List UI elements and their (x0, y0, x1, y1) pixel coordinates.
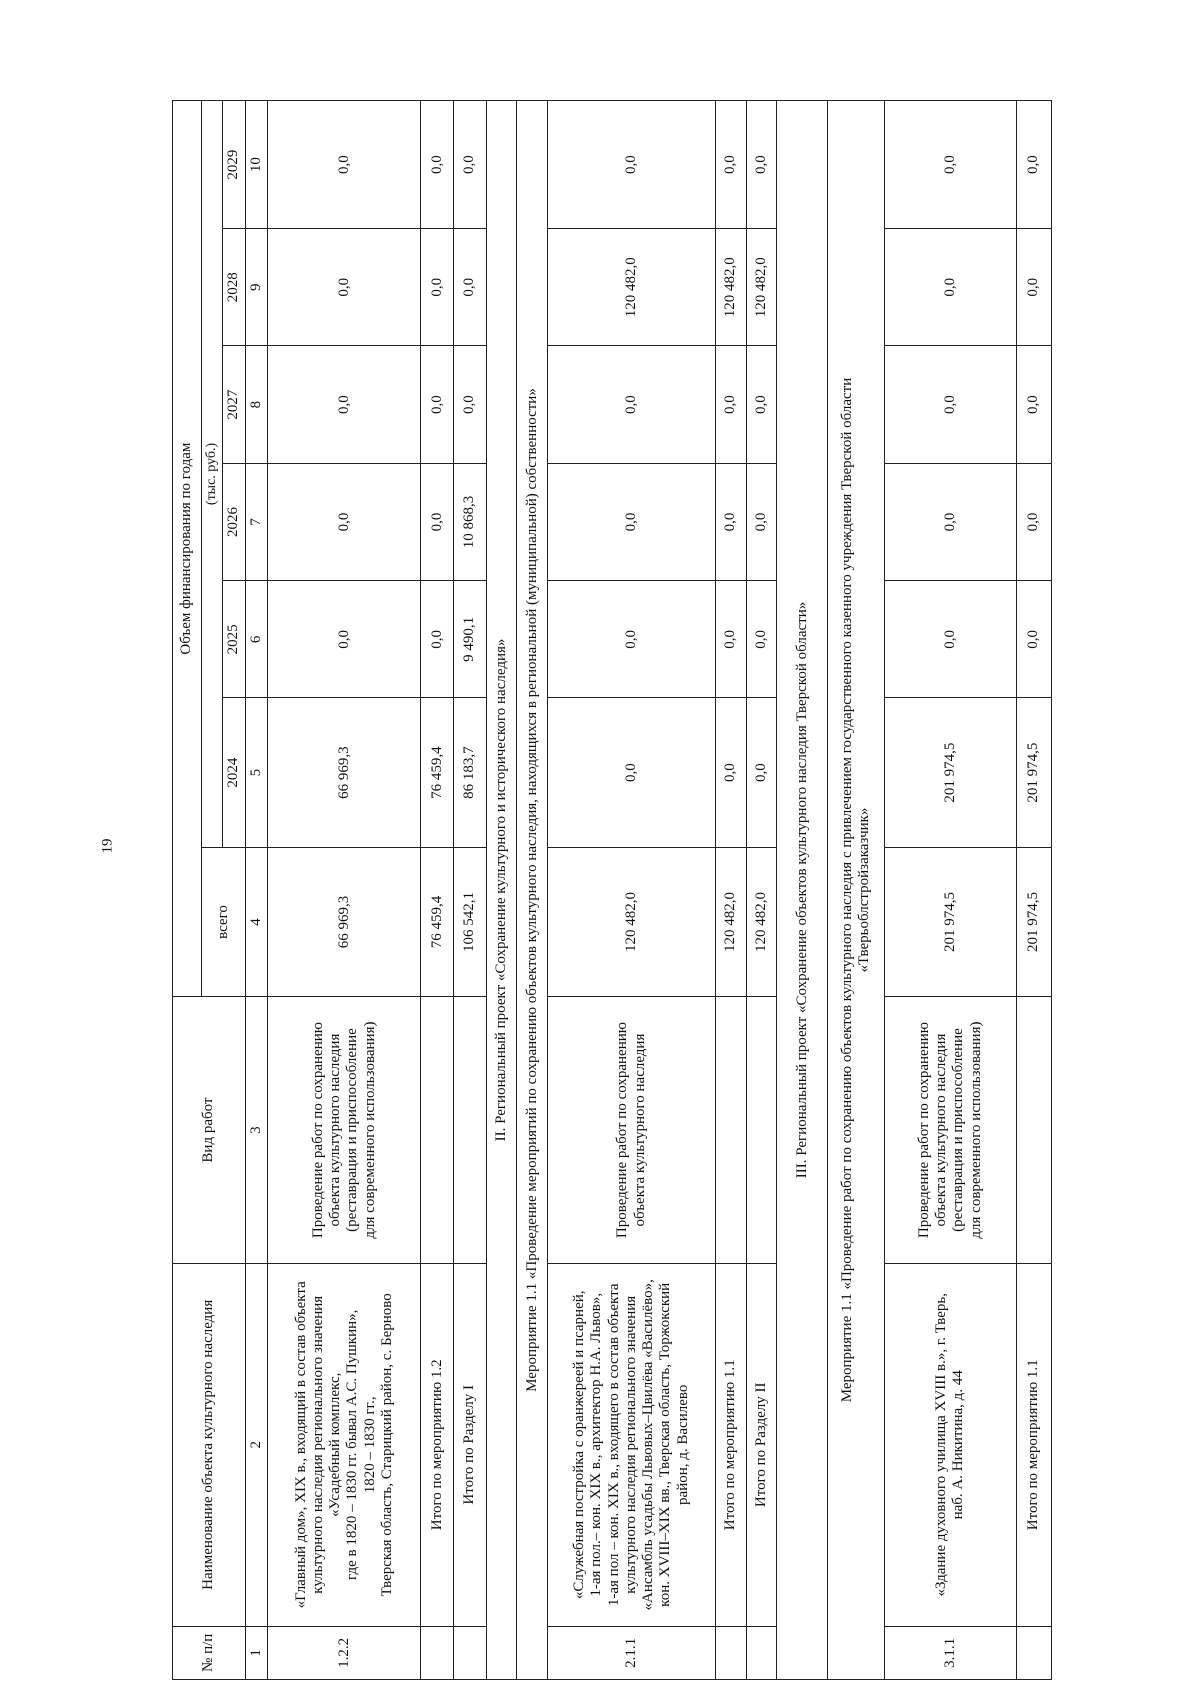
value-cell: 0,0 (454, 346, 487, 463)
row-num: 1.2.2 (268, 1626, 421, 1679)
value-cell: 0,0 (421, 101, 454, 229)
header-year: 2029 (223, 101, 246, 229)
header-year: 2026 (223, 463, 246, 580)
total-row-1-1 (716, 101, 747, 1680)
section-3-title-row (777, 101, 828, 1680)
funding-table (172, 100, 1052, 1680)
value-cell: 0,0 (884, 581, 1017, 698)
value-cell: 0,0 (268, 581, 421, 698)
value-cell: 120 482,0 (547, 229, 715, 346)
value-cell: 0,0 (547, 101, 715, 229)
object-name: «Служебная постройка с оранжереей и псарней, 1-ая пол.– кон. XIX в., архитектор Н.А. Львов», 1-ая пол – кон. XIX в., входящего в состав объекта культурного наследия регионального значения «Ансамбль усадьбы Львовых–Цвилёва «Василёво», кон. XVIII–XIX вв., Тверская область, Торжокский район, д. Василево (547, 1263, 715, 1626)
value-cell: 0,0 (746, 346, 777, 463)
header-unit: (тыс. руб.) (201, 101, 223, 848)
col-number: 8 (245, 346, 268, 463)
value-cell: 0,0 (268, 229, 421, 346)
col-number: 5 (245, 698, 268, 847)
value-cell: 66 969,3 (268, 698, 421, 847)
value-cell: 0,0 (421, 581, 454, 698)
value-cell: 0,0 (716, 346, 747, 463)
measure-3-1-title-row (828, 101, 884, 1680)
value-cell: 0,0 (716, 463, 747, 580)
table-row-2-1-1 (547, 101, 715, 1680)
value-cell: 0,0 (268, 101, 421, 229)
total-label: Итого по Разделу II (746, 1263, 777, 1626)
page-number: 19 (99, 838, 116, 854)
value-cell: 120 482,0 (746, 229, 777, 346)
column-number-row (245, 101, 268, 1680)
value-cell: 76 459,4 (421, 698, 454, 847)
value-cell: 0,0 (547, 698, 715, 847)
value-cell: 120 482,0 (746, 847, 777, 996)
object-name: «Здание духовного училища XVIII в.», г. Тверь, наб. А. Никитина, д. 44 (884, 1263, 1017, 1626)
value-cell: 0,0 (716, 581, 747, 698)
col-number: 7 (245, 463, 268, 580)
value-cell: 0,0 (716, 698, 747, 847)
value-cell: 0,0 (746, 698, 777, 847)
table-row-1-2-2 (268, 101, 421, 1680)
value-cell: 0,0 (454, 229, 487, 346)
value-cell: 76 459,4 (421, 847, 454, 996)
header-year: 2025 (223, 581, 246, 698)
value-cell: 201 974,5 (884, 847, 1017, 996)
value-cell: 0,0 (1017, 101, 1052, 229)
measure-2-1-title-row (517, 101, 548, 1680)
measure-title: Мероприятие 1.1 «Проведение работ по сохранению объектов культурного наследия с привлечением государственного казенного учреждения Тверской области «Тверьоблстройзаказчик» (828, 101, 884, 1680)
value-cell: 106 542,1 (454, 847, 487, 996)
value-cell: 0,0 (268, 346, 421, 463)
value-cell: 0,0 (1017, 346, 1052, 463)
object-name: «Главный дом», XIX в., входящий в состав объекта культурного наследия регионального значения «Усадебный комплекс, где в 1820 – 1830 гг. бывал А.С. Пушкин», 1820 – 1830 гг., Тверская область, Старицкий район, с. Берново (268, 1263, 421, 1626)
row-num: 3.1.1 (884, 1626, 1017, 1679)
section-2-title-row (486, 101, 517, 1680)
work-type: Проведение работ по сохранению объекта культурного наследия (547, 997, 715, 1264)
col-number: 6 (245, 581, 268, 698)
total-row-section-1 (454, 101, 487, 1680)
value-cell: 0,0 (454, 101, 487, 229)
value-cell: 0,0 (547, 463, 715, 580)
value-cell: 0,0 (1017, 581, 1052, 698)
col-number: 4 (245, 847, 268, 996)
value-cell: 0,0 (746, 463, 777, 580)
header-total: всего (201, 847, 245, 996)
total-row-section-2 (746, 101, 777, 1680)
value-cell: 0,0 (421, 346, 454, 463)
value-cell: 0,0 (1017, 463, 1052, 580)
measure-title: Мероприятие 1.1 «Проведение мероприятий по сохранению объектов культурного наследия, находящихся в региональной (муниципальной) собственности» (517, 101, 548, 1680)
section-title: II. Региональный проект «Сохранение культурного и исторического наследия» (486, 101, 517, 1680)
table-row-3-1-1 (884, 101, 1017, 1680)
value-cell: 120 482,0 (547, 847, 715, 996)
total-row-1-1-b (1017, 101, 1052, 1680)
value-cell: 0,0 (268, 463, 421, 580)
value-cell: 120 482,0 (716, 229, 747, 346)
value-cell: 0,0 (884, 101, 1017, 229)
header-row-1 (173, 101, 202, 1680)
col-number: 2 (245, 1263, 268, 1626)
work-type: Проведение работ по сохранению объекта культурного наследия (реставрация и приспособление для современного использования) (268, 997, 421, 1264)
header-year: 2027 (223, 346, 246, 463)
row-num: 2.1.1 (547, 1626, 715, 1679)
value-cell: 0,0 (716, 101, 747, 229)
value-cell: 201 974,5 (1017, 698, 1052, 847)
total-row-1-2 (421, 101, 454, 1680)
col-number: 10 (245, 101, 268, 229)
value-cell: 9 490,1 (454, 581, 487, 698)
value-cell: 66 969,3 (268, 847, 421, 996)
col-number: 9 (245, 229, 268, 346)
value-cell: 0,0 (746, 101, 777, 229)
value-cell: 120 482,0 (716, 847, 747, 996)
value-cell: 0,0 (421, 463, 454, 580)
header-year: 2028 (223, 229, 246, 346)
header-funding: Объем финансирования по годам (173, 101, 202, 997)
total-label: Итого по Разделу I (454, 1263, 487, 1626)
col-number: 3 (245, 997, 268, 1264)
value-cell: 0,0 (547, 581, 715, 698)
value-cell: 0,0 (1017, 229, 1052, 346)
value-cell: 201 974,5 (1017, 847, 1052, 996)
value-cell: 86 183,7 (454, 698, 487, 847)
value-cell: 201 974,5 (884, 698, 1017, 847)
value-cell: 0,0 (547, 346, 715, 463)
total-label: Итого по мероприятию 1.1 (716, 1263, 747, 1626)
value-cell: 10 868,3 (454, 463, 487, 580)
value-cell: 0,0 (884, 229, 1017, 346)
header-name: Наименование объекта культурного наследия (173, 1263, 246, 1626)
col-number: 1 (245, 1626, 268, 1679)
value-cell: 0,0 (884, 463, 1017, 580)
total-label: Итого по мероприятию 1.2 (421, 1263, 454, 1626)
header-year: 2024 (223, 698, 246, 847)
rotated-table-container (172, 100, 1052, 1680)
header-num: № п/п (173, 1626, 246, 1679)
header-work: Вид работ (173, 997, 246, 1264)
section-title: III. Региональный проект «Сохранение объектов культурного наследия Тверской области» (777, 101, 828, 1680)
total-label: Итого по мероприятию 1.1 (1017, 1263, 1052, 1626)
value-cell: 0,0 (884, 346, 1017, 463)
work-type: Проведение работ по сохранению объекта культурного наследия (реставрация и приспособление для современного использования) (884, 997, 1017, 1264)
value-cell: 0,0 (421, 229, 454, 346)
value-cell: 0,0 (746, 581, 777, 698)
